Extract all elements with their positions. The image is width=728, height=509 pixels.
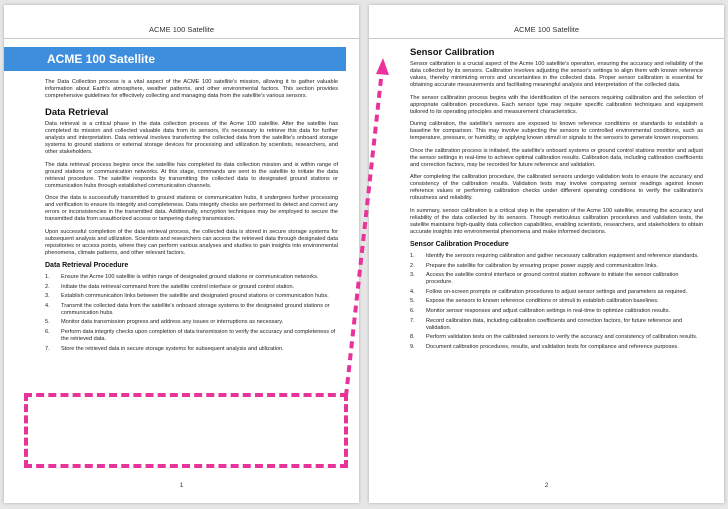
list-number: 5. bbox=[410, 298, 415, 305]
list-item bbox=[45, 303, 338, 317]
subheading-data-retrieval-procedure: Data Retrieval Procedure bbox=[45, 262, 129, 269]
list-item-text: Prepare the satellite for calibration by ensuring proper power supply and communication links. bbox=[426, 262, 658, 269]
list-number: 3. bbox=[45, 293, 50, 300]
header-rule bbox=[4, 38, 359, 39]
list-item bbox=[410, 298, 703, 305]
list-number: 7. bbox=[45, 345, 50, 352]
list-number: 9. bbox=[410, 343, 415, 350]
subheading-sensor-calibration-procedure: Sensor Calibration Procedure bbox=[410, 241, 509, 248]
list-item-text: Identify the sensors requiring calibration and gather necessary calibration equipment and reference standards. bbox=[426, 253, 699, 259]
list-number: 8. bbox=[410, 334, 415, 341]
list-item bbox=[410, 289, 703, 296]
list-number: 3. bbox=[410, 272, 415, 279]
list-number: 2. bbox=[45, 283, 50, 290]
title-banner bbox=[4, 47, 346, 71]
section-heading-data-retrieval: Data Retrieval bbox=[45, 107, 109, 118]
list-number: 1. bbox=[45, 274, 50, 280]
list-item bbox=[45, 329, 338, 343]
list-number: 6. bbox=[45, 328, 50, 335]
body-paragraph: Upon successful completion of the data retrieval process, the collected data is stored in secure storage systems for subsequent analysis and utilization. Scientists and researchers can access the retrieved data through designated data repositories or access points, where they can perform various analyses and studies to gain insights into environmental phenomena, climate patterns, and other relevant factors. bbox=[45, 228, 338, 256]
page-1-content bbox=[45, 79, 338, 355]
page-number: 1 bbox=[179, 482, 184, 489]
document-page-2 bbox=[369, 5, 724, 503]
header-rule bbox=[369, 38, 724, 39]
list-item-text: Record calibration data, including calibration coefficients and correction factors, for future reference and validation. bbox=[426, 317, 683, 331]
list-item-text: Follow on-screen prompts or calibration procedures to adjust sensor settings and parameters as required. bbox=[426, 288, 688, 295]
list-number: 2. bbox=[410, 262, 415, 269]
body-paragraph: Data retrieval is a critical phase in the data collection process of the Acme 100 satellite. After the satellite has completed its mission and collected valuable data from its sensors, it's necessary to retrieve this data for further analysis and interpretation. Data retrieval involves transferring the collected data from the satellite's onboard storage systems to ground stations or external storage devices for processing and utilization by scientists, researchers, and other stakeholders. bbox=[45, 121, 338, 155]
list-item bbox=[45, 319, 338, 326]
list-item-text: Monitor data transmission progress and address any issues or interruptions as necessary. bbox=[61, 319, 284, 326]
procedure-list bbox=[45, 274, 338, 353]
page-2-content bbox=[410, 47, 703, 353]
list-item bbox=[410, 318, 703, 332]
list-item bbox=[45, 293, 338, 300]
page-number: 2 bbox=[544, 482, 549, 489]
list-item-text: Perform validation tests on the calibrated sensors to verify the accuracy and consistency of calibration results. bbox=[426, 334, 698, 341]
list-item bbox=[410, 272, 703, 286]
body-paragraph: Once the calibration process is initiated, the satellite's onboard systems or ground control stations monitor and adjust the sensor settings in real-time to achieve optimal calibration results. Calibration data, including calibration coefficients and correction factors, may be recorded for future reference and validation. bbox=[410, 147, 703, 168]
list-number: 7. bbox=[410, 317, 415, 324]
list-number: 1. bbox=[410, 253, 415, 259]
list-number: 4. bbox=[410, 288, 415, 295]
list-item-text: Expose the sensors to known reference conditions or stimuli to establish calibration baselines. bbox=[426, 298, 659, 305]
list-item-text: Monitor sensor responses and adjust calibration settings in real-time to optimize calibration results. bbox=[426, 307, 671, 314]
document-title: ACME 100 Satellite bbox=[47, 52, 156, 66]
body-paragraph: In summary, sensor calibration is a critical step in the operation of the Acme 100 satellite, ensuring the accuracy and reliability of the data collected by its sensors. Through meticulous calibration procedures and validation tests, the satellite maintains high-quality data collection capabilities, enabling scientists, researchers, and stakeholders to obtain accurate insights into environmental phenomena and make informed decisions. bbox=[410, 207, 703, 235]
body-paragraph: During calibration, the satellite's sensors are exposed to known reference conditions or standards to establish a baseline for comparison. This may involve subjecting the sensors to controlled environmental conditions, such as temperature, pressure, or humidity, or applying known stimuli or signals to the sensors to generate known responses. bbox=[410, 121, 703, 141]
list-item-text: Establish communication links between the satellite and designated ground stations or communication hubs. bbox=[61, 293, 329, 300]
list-item bbox=[45, 346, 338, 353]
running-header: ACME 100 Satellite bbox=[148, 25, 215, 34]
list-item bbox=[410, 263, 703, 270]
body-paragraph: After completing the calibration procedure, the calibrated sensors undergo validation tests to ensure the accuracy and consistency of the calibration results. Validation tests may involve comparing sensor readings against known reference values or performing calibration checks under different operating conditions to verify the calibration's robustness and reliability. bbox=[410, 174, 703, 201]
list-item bbox=[410, 334, 703, 341]
list-item-text: Access the satellite control interface or ground control station software to initiate the sensor calibration procedure. bbox=[426, 272, 679, 286]
list-item-text: Ensure the Acme 100 satellite is within range of designated ground stations or communication networks. bbox=[61, 274, 319, 280]
body-paragraph: Sensor calibration is a crucial aspect of the Acme 100 satellite's operation, ensuring the accuracy and reliability of the data collected by its sensors. Calibration involves adjusting the sensor's settings to align them with known reference values, thereby minimizing errors and uncertainties in the collected data. Proper sensor calibration is essential for obtaining accurate measurements and facilitating meaningful analysis and interpretation of the collected data. bbox=[410, 61, 703, 88]
empty-space-highlight-box bbox=[24, 393, 348, 468]
list-number: 4. bbox=[45, 302, 50, 309]
list-item bbox=[410, 344, 703, 351]
list-item bbox=[410, 253, 703, 260]
list-item-text: Store the retrieved data in secure storage systems for subsequent analysis and utilization. bbox=[61, 345, 284, 352]
body-paragraph: The data retrieval process begins once the satellite has completed its data collection mission and is within range of ground stations or communication networks. At this stage, commands are sent to the satellite to initiate the data retrieval procedure. The satellite responds by transmitting the collected data to designated ground stations or communication hubs through established communication channels. bbox=[45, 161, 338, 189]
list-item bbox=[45, 274, 338, 281]
section-heading-sensor-calibration: Sensor Calibration bbox=[410, 47, 495, 58]
list-item bbox=[45, 284, 338, 291]
intro-paragraph: The Data Collection process is a vital aspect of the ACME 100 satellite's mission, allowing it to gather valuable information about Earth's atmosphere, weather patterns, and other environmental factors. This section provides comprehensive guidelines for effectively collecting and managing data from the satellite's various sensors. bbox=[45, 79, 338, 99]
list-number: 6. bbox=[410, 307, 415, 314]
running-header: ACME 100 Satellite bbox=[513, 25, 580, 34]
list-item-text: Initiate the data retrieval command from the satellite control interface or ground control station. bbox=[61, 283, 295, 290]
list-item-text: Document calibration procedures, results, and validation tests for compliance and reference purposes. bbox=[426, 343, 679, 350]
procedure-list bbox=[410, 253, 703, 351]
list-item-text: Perform data integrity checks upon completion of data transmission to verify the accuracy and completeness of the retrieved data. bbox=[61, 328, 336, 342]
body-paragraph: Once the data is successfully transmitted to ground stations or communication hubs, it undergoes further processing and verification to ensure its integrity and completeness. Data integrity checks are performed to detect and correct any errors or inconsistencies in the transmitted data. Additionally, encryption techniques may be employed to secure the transmitted data from unauthorized access or tampering during transmission. bbox=[45, 195, 338, 222]
body-paragraph: The sensor calibration process begins with the identification of the sensors requiring calibration and the selection of appropriate calibration procedures. Each sensor type may require specific calibration techniques and equipment tailored to its operating principles and measurement characteristics. bbox=[410, 94, 703, 115]
list-item-text: Transmit the collected data from the satellite's onboard storage systems to the designated ground stations or communication hubs. bbox=[61, 302, 330, 316]
list-item bbox=[410, 308, 703, 315]
list-number: 5. bbox=[45, 319, 50, 326]
